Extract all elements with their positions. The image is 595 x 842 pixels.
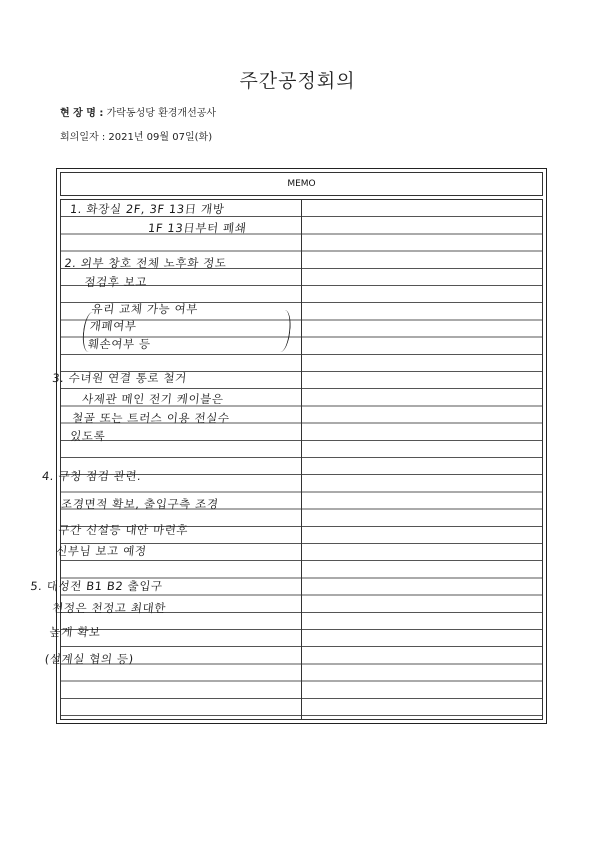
page-title: 주간공정회의 [239, 70, 356, 92]
memo-header: MEMO [60, 172, 543, 196]
memo-line: 있도록 [69, 429, 107, 443]
memo-column-divider [301, 200, 302, 719]
memo-line: 5. 대성전 B1 B2 출입구 [29, 579, 164, 593]
memo-line: 훼손여부 등 [87, 337, 152, 351]
memo-line: 1F 13日부터 폐쇄 [147, 221, 248, 235]
memo-line: 신부님 보고 예정 [55, 544, 148, 558]
memo-line: 점검후 보고 [83, 275, 148, 289]
memo-line: 개폐여부 [89, 319, 138, 333]
memo-line: 4. 구청 점검 관련. [41, 469, 143, 483]
memo-line: 조경면적 확보, 출입구측 조경 [60, 497, 220, 511]
memo-line: 구간 신설등 대안 마련후 [57, 523, 189, 537]
meeting-date-label: 회의일자 : [60, 132, 106, 143]
memo-line: 사제관 메인 전기 케이블은 [81, 392, 225, 406]
memo-line: 3. 수녀원 연결 통로 철거 [51, 371, 188, 385]
site-name-row [60, 104, 216, 119]
memo-line: (설계실 협의 등) [44, 652, 135, 666]
close-parenthesis [273, 310, 292, 352]
memo-box [29, 168, 547, 724]
memo-line: 2. 외부 창호 전체 노후화 정도 [63, 256, 228, 270]
meeting-date-value: 2021년 09월 07일(화) [108, 132, 213, 143]
site-name-label: 현 장 명 : [60, 108, 104, 119]
memo-line: 높게 확보 [48, 625, 102, 639]
memo-line: 철골 또는 트러스 이용 전실수 [71, 411, 231, 425]
memo-line: 천정은 천정고 최대한 [51, 601, 167, 615]
site-name-value: 가락동성당 환경개선공사 [106, 108, 217, 119]
memo-ruled-area [29, 199, 543, 720]
meeting-date-row [60, 128, 212, 143]
memo-line: 유리 교체 가능 여부 [90, 302, 199, 316]
memo-line: 1. 화장실 2F, 3F 13日 개방 [69, 202, 226, 216]
